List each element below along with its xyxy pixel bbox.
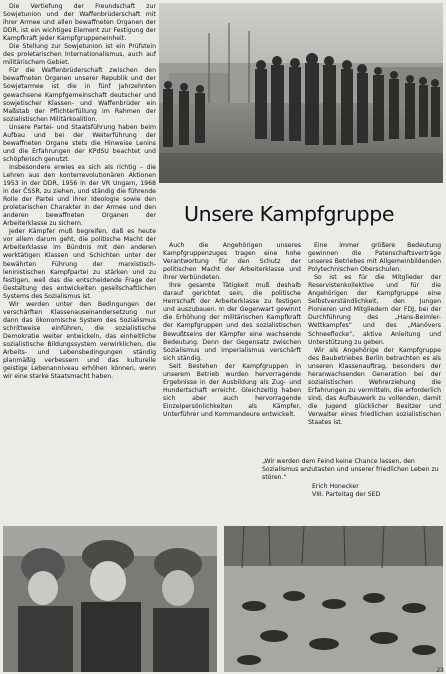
paragraph: Die Vertiefung der Freundschaft zur Sowjetunion und der Waffenbrüderschaft mit ihrer Armee und allen bewaffneten Organen der DDR, ist ein wichtiges Element zur Festigung der Kampfkraft jeder Kampfgruppeneinheit. <box>3 3 156 43</box>
paragraph: Seit Bestehen der Kampfgruppen in unserem Betrieb wurden hervorragende Ergebnisse in der Ausbildung als Zug- und Hundertschaft erreicht. Gleichzeitig haben sich aber auch hervorragende Einzelpersönlichkeiten als Kämpfer, Unterführer und Kommandeure entwickelt. <box>163 362 301 418</box>
paragraph: Insbesondere erwies es sich als richtig – die Lehren aus den konterrevolutionären Aktionen 1953 in der DDR, 1956 in der VR Ungarn, 1968 in der ČSSR, zu ziehen, und ständig die führende Rolle der Partei und ihrer Ideologie sowie den proletarischen Charakter in der Armee und den anderen bewaffneten Organen der Arbeiterklasse zu sichern. <box>3 163 156 228</box>
page-number: 23 <box>436 667 444 674</box>
photo-soldiers-formation <box>159 3 443 183</box>
paragraph: Für die Waffenbrüderschaft zwischen den bewaffneten Organen unserer Republik und der Sowjetarmee ist die in fünf Jahrzehnten gewachsene Kampfgemeinschaft deutscher und sowjetischer Klassen- und Waffenbrüder ein Maßstab der Pflichterfüllung im Rahmen der sozialistischen Militärkoalition. <box>3 67 156 123</box>
article-middle-column <box>163 242 301 442</box>
quote-author: Erich Honecker <box>312 483 359 491</box>
paragraph: Jeder Kämpfer muß begreifen, daß es heute vor allem darum geht, die politische Macht der Arbeiterklasse im Bündnis mit den anderen werktätigen Klassen und Schichten unter der bewährten Führung der marxistisch-leninistischen Kampfpartei zu stärken und zu festigen, weil das die entscheidende Frage der Gestaltung des entwickelten gesellschaftlichen Systems des Sozialismus ist. <box>3 228 156 300</box>
photo-field-training <box>224 526 443 672</box>
paragraph: Die Stellung zur Sowjetunion ist ein Prüfstein des proletarischen Internationalismus, auch auf militärischem Gebiet. <box>3 43 156 67</box>
paragraph: Auch die Angehörigen unseres Kampfgruppenzuges tragen eine hohe Verantwortung für den Schutz der politischen Macht der Arbeiterklasse und ihrer Verbündeten. <box>163 242 301 282</box>
photo-veterans <box>3 526 217 672</box>
quote-text: „Wir werden dem Feind keine Chance lassen, den Sozialismus anzutasten und unserer friedlichen Leben zu stören.“ <box>262 458 439 482</box>
paragraph: Unsere Partei- und Staatsführung haben beim Aufbau und bei der Weiterführung der bewaffneten Organe stets die Hinweise Lenins und die Erfahrungen der KPdSU beachtet und schöpferisch genutzt. <box>3 123 156 163</box>
article-right-column <box>308 242 441 442</box>
paragraph: Wir werden unter den Bedingungen der verschärften Klassenauseinandersetzung nur dann das ökonomische System des Sozialismus schrittweise einführen, die sozialistische Demokratie weiter entwickeln, das einheitliche sozialistische Bildungssystem verwirklichen, die Arbeits- und Lebensbedingungen ständig planmäßig verbessern und das kulturelle geistige Lebenanniveau erhöhen können, wenn wir eine starke Staatsmacht haben. <box>3 300 156 381</box>
quote-source: VIII. Parteitag der SED <box>312 491 381 499</box>
paragraph: Eine immer größere Bedeutung gewinnen die Patenschaftsverträge unseres Betriebes mit Allgemeinbildenden Polytechnischen Oberschulen. <box>308 242 441 274</box>
article-headline: Unsere Kampfgruppe <box>184 202 395 226</box>
quote-block <box>262 458 442 499</box>
paragraph: So ist es für die Mitglieder der Reservistenkollektive und für die Angehörigen der Kampfgruppe eine Selbstverständlichkeit, den Jungen Pionieren und Mitgliedern der FDJ, bei der Durchführung des „Hans-Beimler-Wettkampfes“ und des „Manövers Schneeflocke“, aktive Anleitung und Unterstützung zu geben. <box>308 274 441 346</box>
paragraph: Ihre gesamte Tätigkeit muß deshalb darauf gerichtet sein, die politische Herrschaft der Arbeiterklasse zu festigen und auszubauen. In der Gegenwart gewinnt die Erhöhung der militärischen Kampfkraft der Kampfgruppen und des sozialistischen Bewußtseins der Kämpfer eine wachsende Bedeutung. Denn der Gegensatz zwischen Sozialismus und Imperialismus verschärft sich ständig. <box>163 282 301 362</box>
article-left-column <box>3 3 156 493</box>
paragraph: Wir als Angehörige der Kampfgruppe des Baubetriebes Berlin betrachten es als unseren Klassenauftrag, besonders der heranwachsenden Generation bei der sozialistischen Wehrerziehung die Erfahrungen zu vermitteln, die erforderlich sind, das Aufbauwerk zu vollenden, damit die Jugend glücklicher Besitzer und Verwalter eines friedlichen sozialistischen Staates ist. <box>308 346 441 427</box>
